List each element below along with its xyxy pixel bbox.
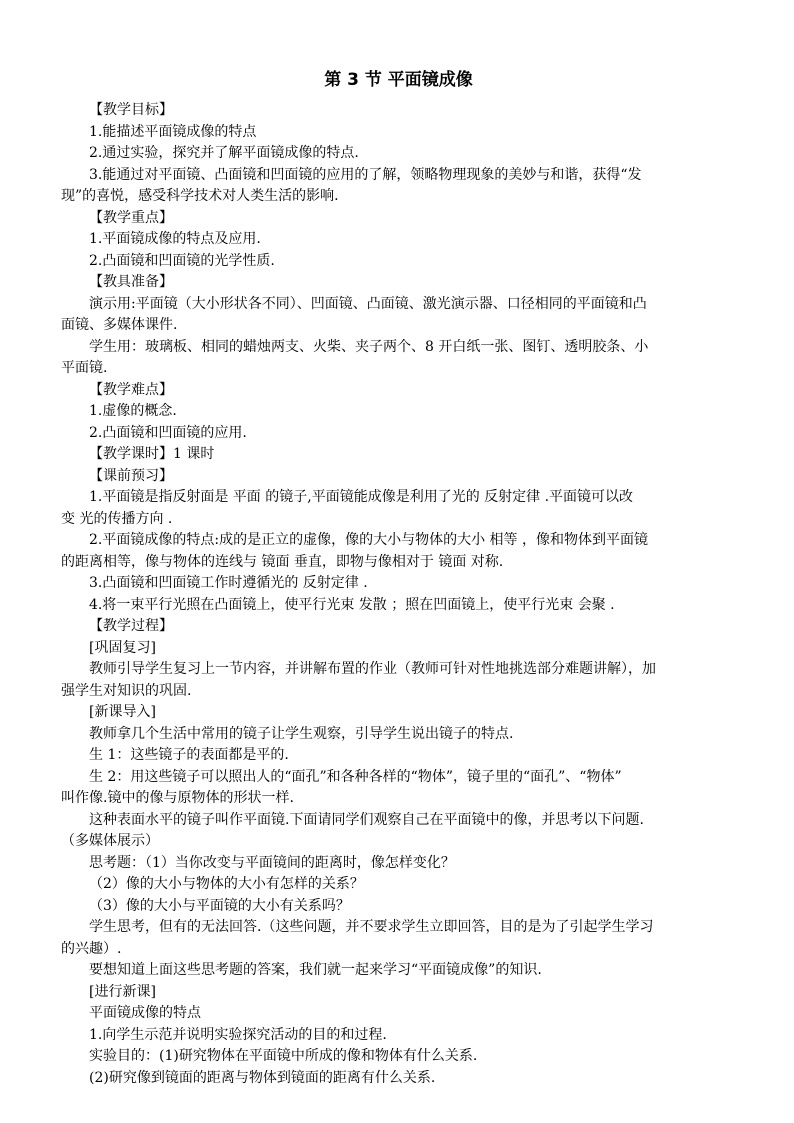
text-line: 2.平面镜成像的特点:成的是正立的虚像，像的大小与物体的大小 相等 ，像和物体到平面镜 bbox=[89, 532, 648, 548]
text-line: 生 2：用这些镜子可以照出人的“面孔”和各种各样的“物体”，镜子里的“面孔”、“物体” bbox=[89, 768, 622, 785]
text-line: 的兴趣）. bbox=[61, 940, 122, 957]
text-line: 面镜、多媒体课件. bbox=[61, 317, 178, 333]
text-line: 1.向学生示范并说明实验探究活动的目的和过程. bbox=[89, 1026, 387, 1043]
text-line: 【教具准备】 bbox=[89, 274, 173, 290]
text-line: 1.平面镜成像的特点及应用. bbox=[89, 231, 261, 247]
text-line: 平面镜. bbox=[61, 360, 108, 376]
text-line: 2.凸面镜和凹面镜的应用. bbox=[89, 424, 247, 441]
text-line: [巩固复习] bbox=[89, 639, 156, 656]
text-line: 3.凸面镜和凹面镜工作时遵循光的 反射定律 . bbox=[89, 575, 368, 591]
text-line: 【教学课时】1 课时 bbox=[89, 446, 215, 462]
page-title: 第 3 节 平面镜成像 bbox=[324, 70, 473, 90]
text-line: 的距离相等，像与物体的连线与 镜面 垂直，即物与像相对于 镜面 对称. bbox=[61, 553, 504, 570]
text-line: 学生用：玻璃板、相同的蜡烛两支、火柴、夹子两个、8 开白纸一张、图钉、透明胶条、小 bbox=[89, 338, 649, 355]
text-line: 【教学过程】 bbox=[89, 618, 173, 634]
text-line: 2.通过实验，探究并了解平面镜成像的特点. bbox=[89, 145, 359, 161]
text-line: [新课导入] bbox=[89, 704, 156, 720]
text-line: 生 1：这些镜子的表面都是平的. bbox=[89, 747, 289, 763]
text-line: 学生思考，但有的无法回答.（这些问题，并不要求学生立即回答，目的是为了引起学生学习 bbox=[89, 919, 654, 935]
document-page bbox=[61, 66, 736, 1089]
text-line: 这种表面水平的镜子叫作平面镜.下面请同学们观察自己在平面镜中的像，并思考以下问题. bbox=[89, 811, 644, 828]
text-line: 1.能描述平面镜成像的特点 bbox=[89, 123, 257, 140]
text-line: 1.虚像的概念. bbox=[89, 403, 177, 419]
text-line: （多媒体展示） bbox=[61, 833, 159, 849]
text-line: 教师拿几个生活中常用的镜子让学生观察，引导学生说出镜子的特点. bbox=[89, 725, 514, 742]
text-line: 4.将一束平行光照在凸面镜上，使平行光束 发散 ；照在凹面镜上，使平行光束 会聚 . bbox=[89, 596, 615, 613]
text-line: 【教学难点】 bbox=[89, 381, 173, 398]
text-line: 思考题：（1）当你改变与平面镜间的距离时，像怎样变化？ bbox=[89, 854, 455, 871]
text-line: (2)研究像到镜面的距离与物体到镜面的距离有什么关系. bbox=[89, 1069, 436, 1086]
text-line: 教师引导学生复习上一节内容，并讲解布置的作业（教师可针对性地挑选部分难题讲解），加 bbox=[89, 661, 656, 677]
text-line: （2）像的大小与物体的大小有怎样的关系？ bbox=[89, 876, 364, 892]
text-line: 强学生对知识的巩固. bbox=[61, 682, 192, 699]
text-line: 【课前预习】 bbox=[89, 467, 173, 484]
text-line: 【教学目标】 bbox=[89, 102, 173, 118]
text-line: 平面镜成像的特点 bbox=[89, 1005, 201, 1021]
text-line: （3）像的大小与平面镜的大小有关系吗？ bbox=[89, 897, 350, 914]
text-line: 叫作像.镜中的像与原物体的形状一样. bbox=[61, 790, 294, 806]
text-line: 现”的喜悦，感受科学技术对人类生活的影响. bbox=[61, 188, 339, 204]
text-line: 要想知道上面这些思考题的答案，我们就一起来学习“平面镜成像”的知识. bbox=[89, 962, 542, 978]
text-line: [进行新课] bbox=[89, 983, 156, 1000]
text-line: 【教学重点】 bbox=[89, 209, 173, 226]
text-line: 实验目的：(1)研究物体在平面镜中所成的像和物体有什么关系. bbox=[89, 1048, 478, 1064]
text-line: 3.能通过对平面镜、凸面镜和凹面镜的应用的了解，领略物理现象的美妙与和谐，获得“发 bbox=[89, 166, 642, 183]
text-line: 演示用:平面镜（大小形状各不同）、凹面镜、凸面镜、激光演示器、口径相同的平面镜和凸 bbox=[89, 295, 647, 312]
text-line: 变 光的传播方向 . bbox=[61, 510, 173, 527]
document-body bbox=[61, 100, 736, 1089]
text-line: 2.凸面镜和凹面镜的光学性质. bbox=[89, 252, 275, 269]
text-line: 1.平面镜是指反射面是 平面 的镜子,平面镜能成像是利用了光的 反射定律 .平面镜可以改 bbox=[89, 489, 634, 505]
